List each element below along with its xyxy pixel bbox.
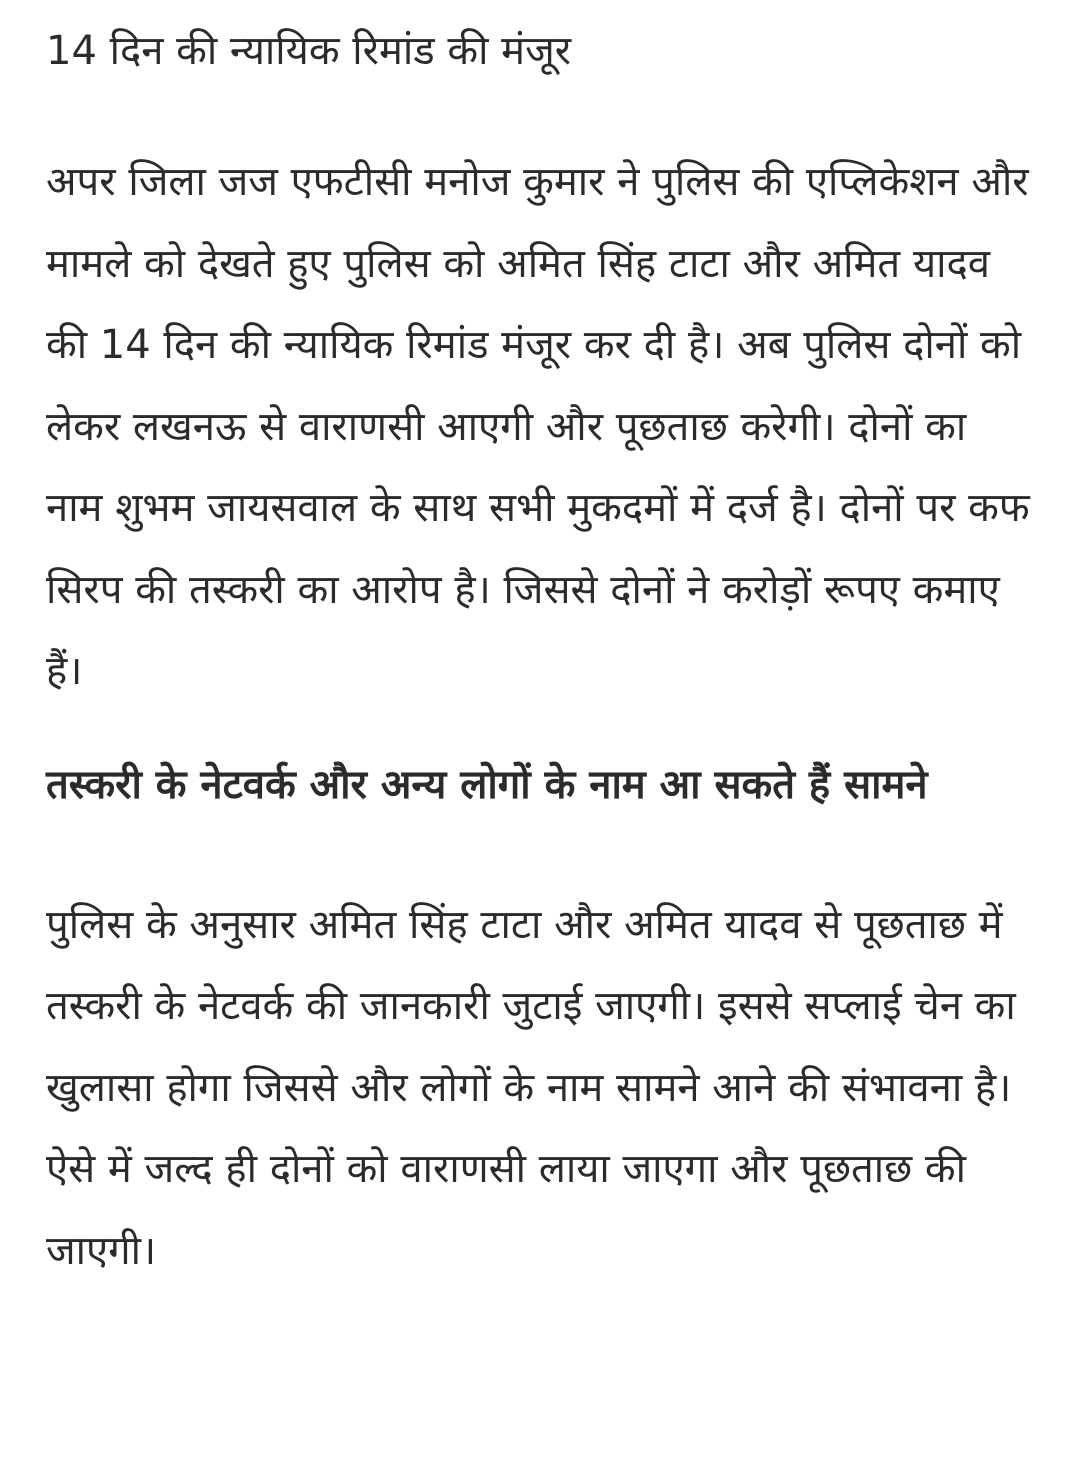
section-heading-network: तस्करी के नेटवर्क और अन्य लोगों के नाम आ सकते हैं सामने <box>46 761 928 808</box>
paragraph-remand-details: अपर जिला जज एफटीसी मनोज कुमार ने पुलिस की एप्लिकेशन और मामले को देखते हुए पुलिस को अमित सिंह टाटा और अमित यादव की 14 दिन की न्यायिक रिमांड मंजूर कर दी है। अब पुलिस दोनों को लेकर लखनऊ से वाराणसी आएगी और पूछताछ करेगी। दोनों का नाम शुभम जायसवाल के साथ सभी मुकदमों में दर्ज है। दोनों पर कफ सिरप की तस्करी का आरोप है। जिससे दोनों ने करोड़ों रूपए कमाए हैं। <box>46 159 1030 694</box>
paragraph-network-details: पुलिस के अनुसार अमित सिंह टाटा और अमित यादव से पूछताछ में तस्करी के नेटवर्क की जानकारी जुटाई जाएगी। इससे सप्लाई चेन का खुलासा होगा जिससे और लोगों के नाम सामने आने की संभावना है। ऐसे में जल्द ही दोनों को वाराणसी लाया जाएगा और पूछताछ की जाएगी। <box>46 901 1016 1274</box>
section-heading-remand: 14 दिन की न्यायिक रिमांड की मंजूर <box>46 28 572 74</box>
